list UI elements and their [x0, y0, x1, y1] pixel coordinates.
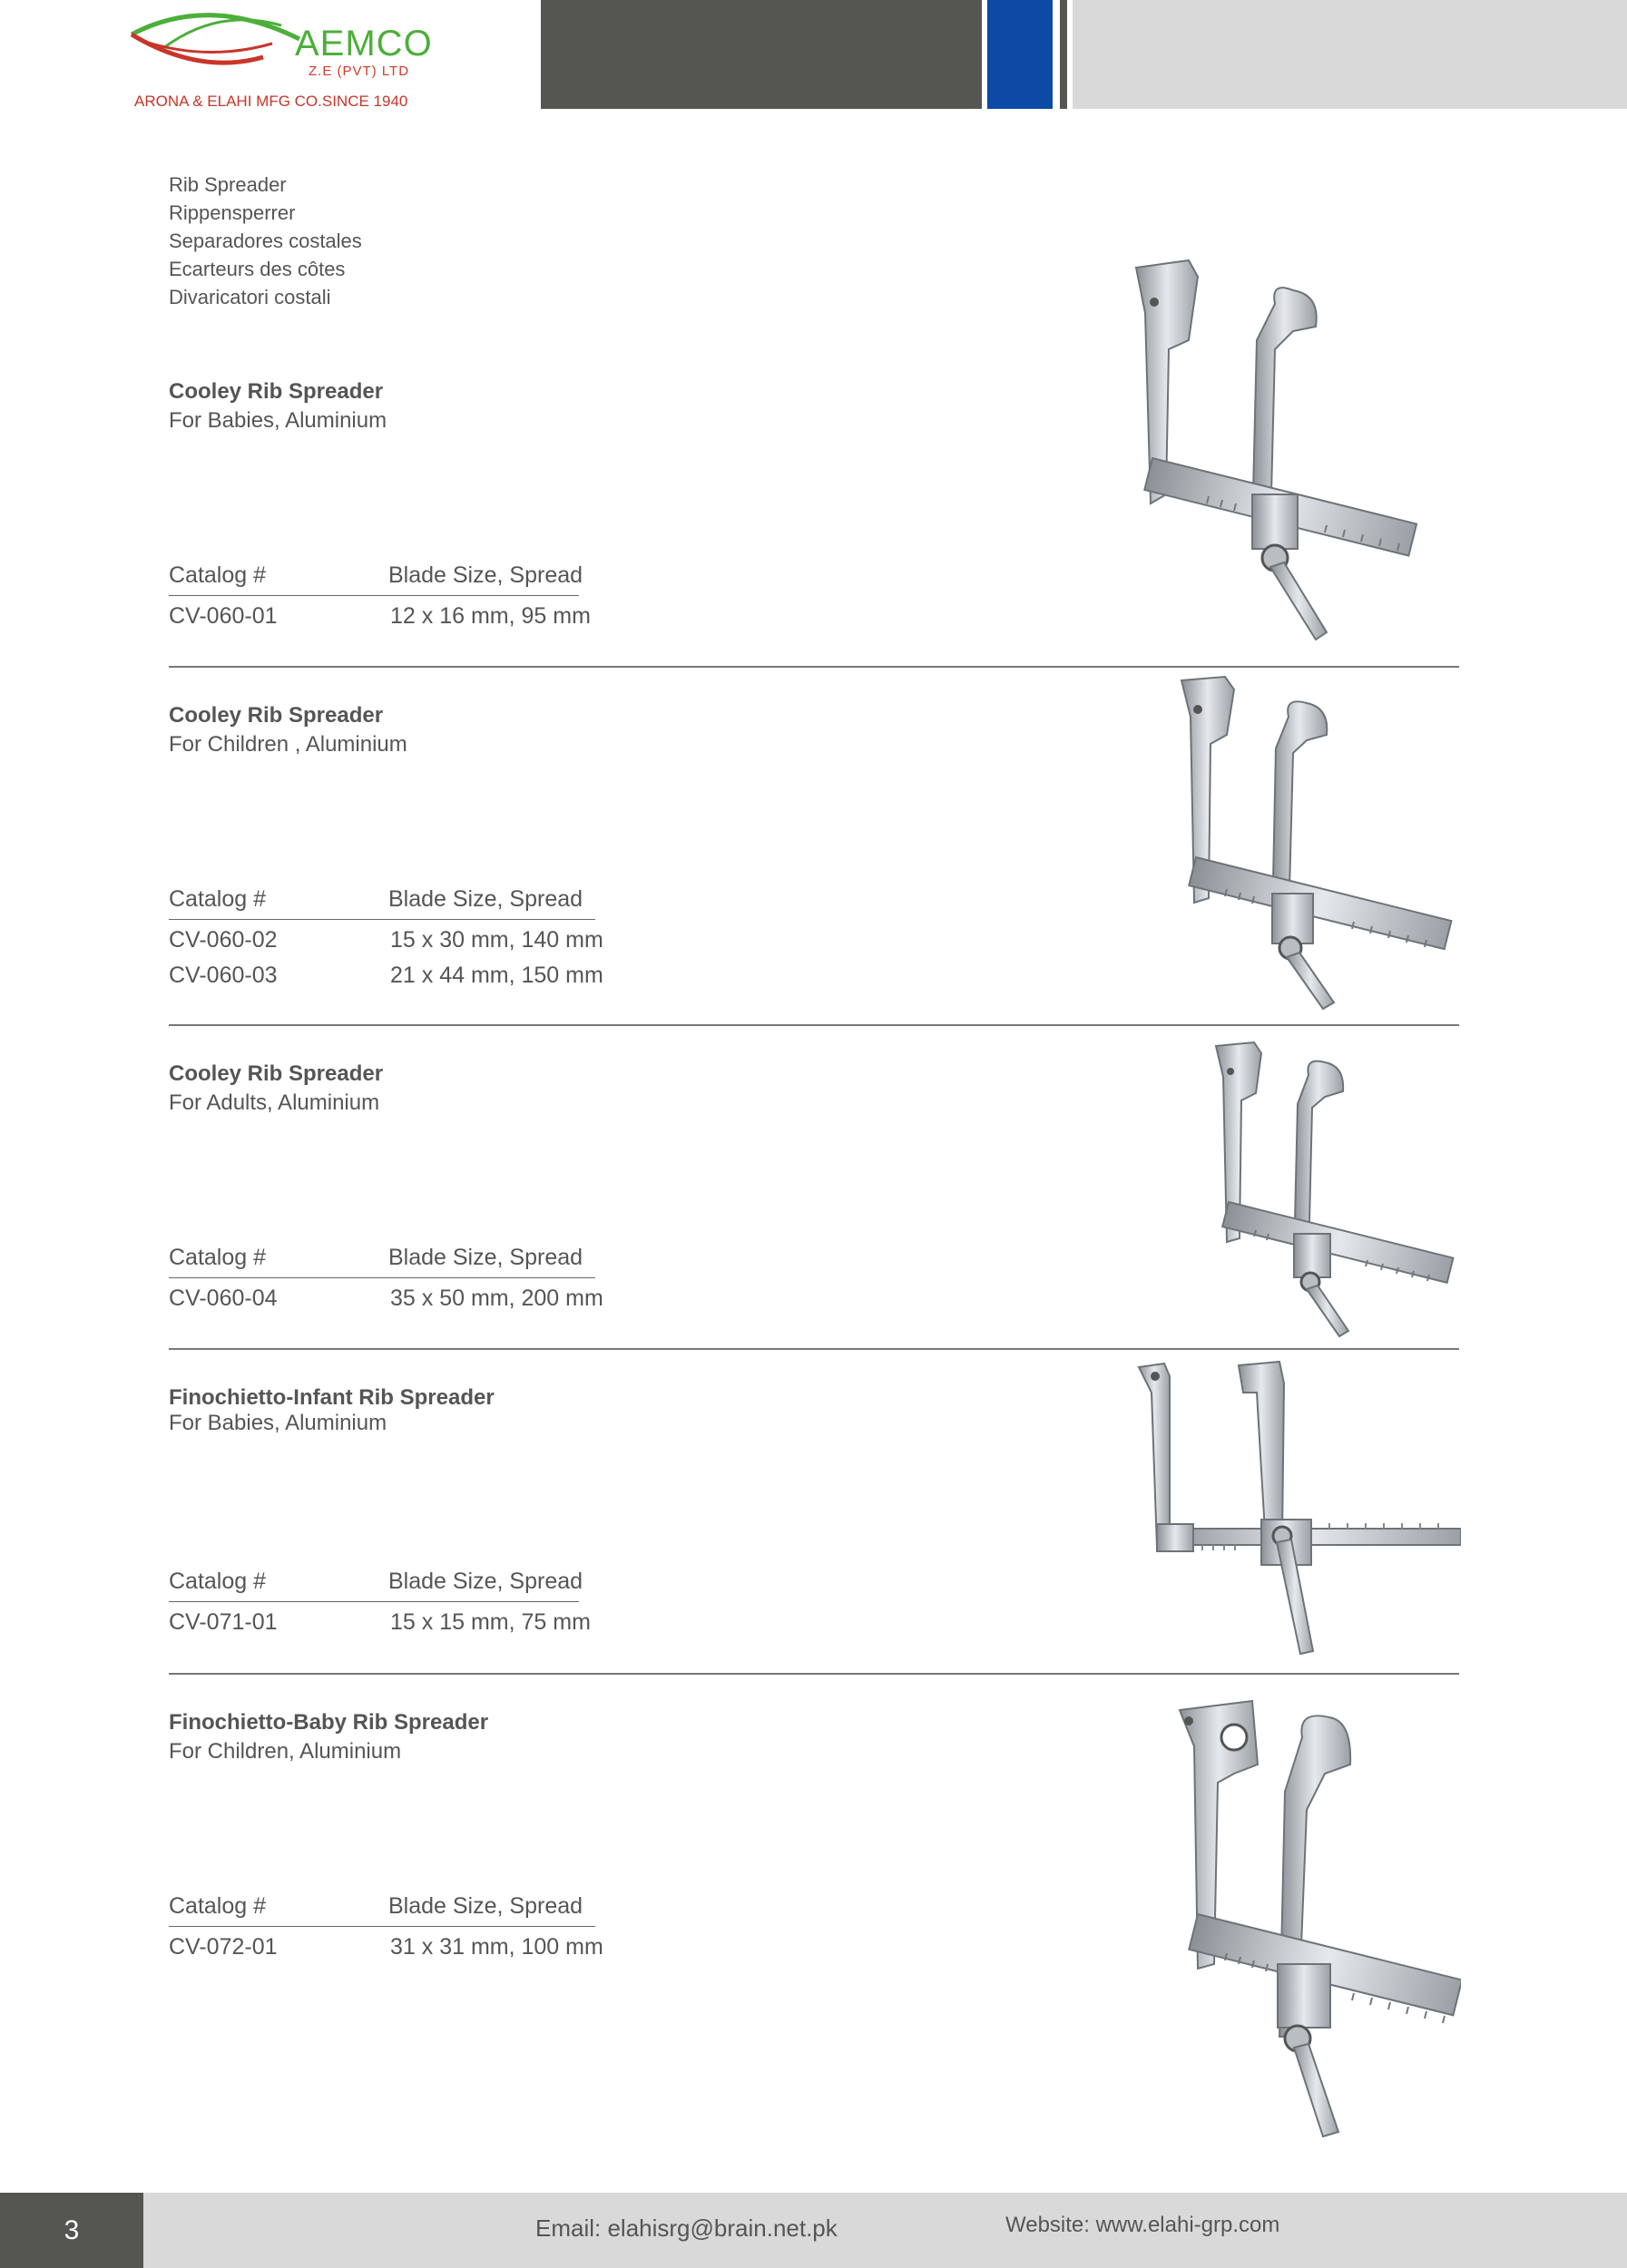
catalog-table [169, 1245, 603, 1314]
catalog-number: CV-060-02 [169, 927, 278, 953]
header-band-dark [541, 0, 982, 109]
blade-size: 15 x 30 mm, 140 mm [390, 927, 603, 953]
blade-size: 15 x 15 mm, 75 mm [390, 1609, 591, 1635]
page-header [0, 0, 1627, 111]
catalog-col-header: Catalog # [169, 1569, 267, 1594]
finochietto-infant-rib-spreader-image [1130, 1356, 1461, 1665]
page-footer [0, 2193, 1627, 2268]
size-col-header: Blade Size, Spread [388, 1569, 583, 1594]
size-col-header: Blade Size, Spread [388, 1893, 583, 1919]
header-band-light [1073, 0, 1627, 109]
section-divider [169, 666, 1459, 668]
blade-size: 35 x 50 mm, 200 mm [390, 1286, 603, 1311]
catalog-col-header: Catalog # [169, 1245, 267, 1270]
catalog-col-header: Catalog # [169, 1893, 267, 1919]
catalog-header [169, 562, 583, 596]
page-number: 3 [0, 2193, 143, 2268]
footer-website[interactable]: Website: www.elahi-grp.com [1005, 2213, 1280, 2237]
catalog-col-header: Catalog # [169, 886, 267, 912]
product-title: Finochietto-Infant Rib Spreader [169, 1385, 495, 1410]
catalog-table [169, 886, 603, 991]
cooley-rib-spreader-adults-image [1207, 1039, 1461, 1343]
catalog-number: CV-060-01 [169, 603, 278, 629]
company-logo [127, 7, 436, 116]
catalog-number: CV-060-03 [169, 963, 278, 988]
catalog-row [169, 1278, 603, 1314]
product-title: Cooley Rib Spreader [169, 379, 384, 404]
cooley-rib-spreader-babies-image [1125, 259, 1461, 649]
catalog-table [169, 1569, 591, 1637]
product-subtitle: For Babies, Aluminium [169, 1411, 387, 1435]
section-divider [169, 1024, 1459, 1026]
logo-subtitle: Z.E (PVT) LTD [309, 64, 410, 79]
product-title: Cooley Rib Spreader [169, 703, 384, 728]
section-divider [169, 1348, 1459, 1350]
logo-name: AEMCO [295, 24, 433, 64]
product-subtitle: For Children , Aluminium [169, 732, 407, 757]
product-title: Cooley Rib Spreader [169, 1061, 384, 1086]
catalog-row [169, 596, 591, 631]
product-subtitle: For Adults, Aluminium [169, 1090, 380, 1115]
category-name: Rippensperrer [169, 201, 296, 224]
category-name: Divaricatori costali [169, 286, 331, 308]
catalog-header [169, 1893, 595, 1927]
category-name: Rib Spreader [169, 173, 287, 196]
catalog-number: CV-071-01 [169, 1609, 278, 1635]
category-name: Separadores costales [169, 230, 362, 252]
catalog-row [169, 1602, 591, 1637]
catalog-number: CV-060-04 [169, 1286, 278, 1311]
blade-size: 12 x 16 mm, 95 mm [390, 603, 591, 629]
size-col-header: Blade Size, Spread [388, 1245, 583, 1270]
finochietto-baby-rib-spreader-image [1171, 1692, 1461, 2146]
catalog-table [169, 1893, 603, 1962]
header-band-blue [987, 0, 1053, 109]
product-subtitle: For Children, Aluminium [169, 1739, 402, 1764]
blade-size: 31 x 31 mm, 100 mm [390, 1934, 603, 1960]
section-divider [169, 1673, 1459, 1675]
catalog-table [169, 562, 591, 631]
cooley-rib-spreader-children-image [1171, 671, 1461, 1016]
product-subtitle: For Babies, Aluminium [169, 408, 387, 433]
catalog-header [169, 886, 595, 920]
catalog-header [169, 1569, 583, 1602]
size-col-header: Blade Size, Spread [388, 886, 583, 912]
catalog-number: CV-072-01 [169, 1934, 278, 1960]
catalog-row [169, 955, 603, 991]
header-band-separator [1060, 0, 1067, 109]
product-category-names [169, 171, 362, 311]
footer-email[interactable]: Email: elahisrg@brain.net.pk [535, 2214, 838, 2242]
catalog-row [169, 920, 603, 955]
blade-size: 21 x 44 mm, 150 mm [390, 963, 603, 988]
catalog-header [169, 1245, 595, 1278]
catalog-row [169, 1927, 603, 1962]
size-col-header: Blade Size, Spread [388, 562, 583, 588]
logo-swoosh-icon [127, 7, 309, 89]
logo-tagline: ARONA & ELAHI MFG CO.SINCE 1940 [134, 93, 408, 110]
catalog-col-header: Catalog # [169, 562, 267, 588]
category-name: Ecarteurs des côtes [169, 258, 346, 280]
product-title: Finochietto-Baby Rib Spreader [169, 1710, 489, 1735]
